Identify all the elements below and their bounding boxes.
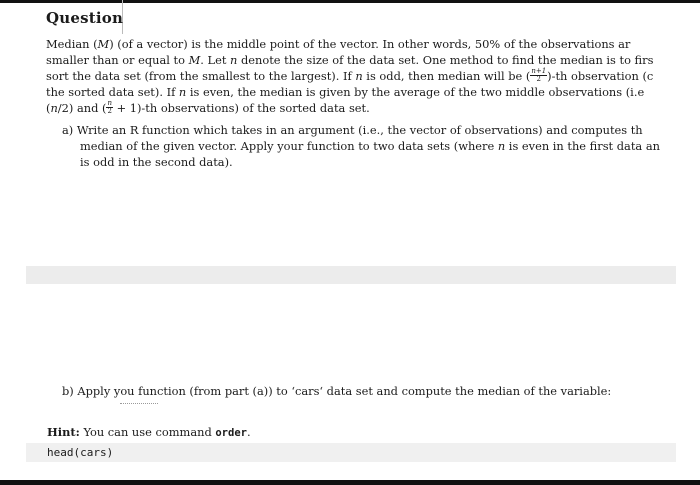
- hint: Hint: You can use command order.: [47, 425, 251, 439]
- code-line: head(cars): [47, 446, 114, 459]
- intro-line: (n/2) and ( $\frac{n}{2}$ + 1)-th observations) of the sorted data set.: [46, 99, 370, 115]
- question-title: Question: [46, 9, 124, 27]
- intro-line: the sorted data set). If n is even, the median is given by the average of the two middle observations (i.e: [46, 85, 645, 99]
- part-b-text: Apply you function (from part (a)) to ‘cars‘ data set and compute the median of the variable:: [77, 384, 612, 398]
- question-intro: [46, 36, 700, 116]
- fraction-n-plus-1-over-2: $\frac{n+1}{2}$: [531, 67, 547, 83]
- answer-area-band: [26, 266, 676, 284]
- fraction-n-over-2: $\frac{n}{2}$: [107, 99, 112, 115]
- intro-line: smaller than or equal to M. Let n denote the size of the data set. One method to find the median is to firs: [46, 53, 654, 67]
- bottom-border: [0, 480, 700, 485]
- part-b-marker: b): [62, 384, 74, 398]
- intro-line: sort the data set (from the smallest to the largest). If n is odd, then median will be ( $\frac{n+1}{2}$ )-th observation (c: [46, 67, 654, 83]
- part-b: [62, 383, 611, 399]
- order-command: order: [215, 427, 247, 439]
- dotted-underline: [120, 403, 158, 404]
- part-a: a) Write an R function which takes in an argument (i.e., the vector of observations) and computes th median of the given vector. Apply your function to two data sets (where n is even in the first data an is odd in the second data).: [62, 123, 660, 169]
- part-a-marker: a): [62, 123, 74, 137]
- hint-label: Hint:: [47, 425, 80, 439]
- code-block-background: [26, 443, 676, 462]
- intro-line: Median (M) (of a vector) is the middle point of the vector. In other words, 50% of the observations ar: [46, 37, 631, 51]
